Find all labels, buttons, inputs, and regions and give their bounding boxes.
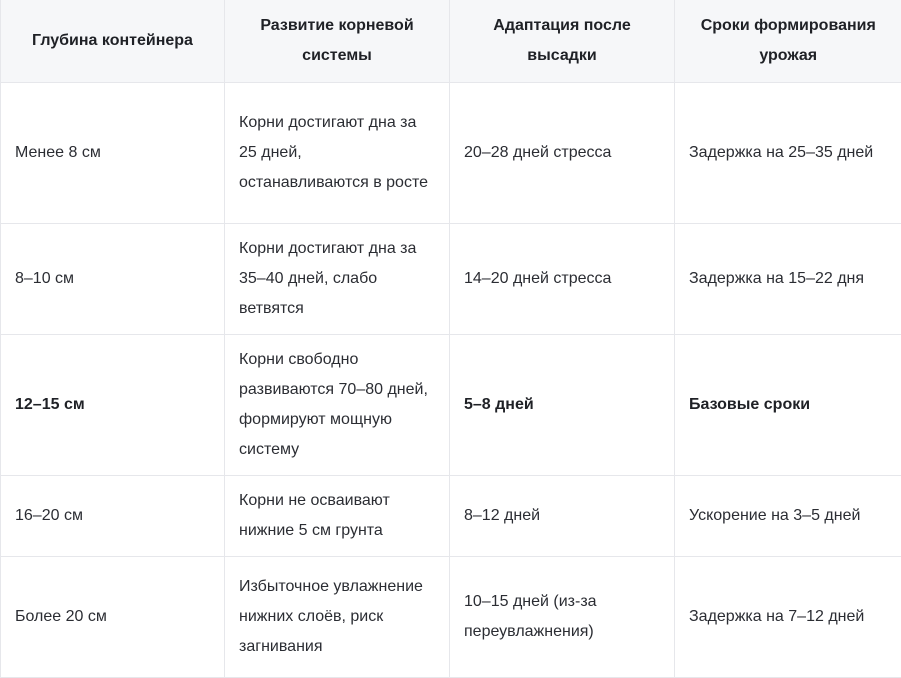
cell-adaptation: 14–20 дней стресса	[450, 224, 675, 335]
cell-roots: Корни достигают дна за 35–40 дней, слабо ветвятся	[225, 224, 450, 335]
cell-harvest: Задержка на 25–35 дней	[675, 83, 901, 224]
cell-adaptation: 5–8 дней	[450, 335, 675, 476]
cell-roots: Корни свободно развиваются 70–80 дней, формируют мощную систему	[225, 335, 450, 476]
header-harvest-timing: Сроки формирования урожая	[675, 0, 901, 83]
cell-roots: Корни не осваивают нижние 5 см грунта	[225, 476, 450, 557]
cell-harvest: Задержка на 7–12 дней	[675, 557, 901, 678]
cell-depth: 16–20 см	[1, 476, 225, 557]
cell-roots: Корни достигают дна за 25 дней, останавливаются в росте	[225, 83, 450, 224]
cell-harvest: Задержка на 15–22 дня	[675, 224, 901, 335]
table-row	[1, 83, 901, 224]
table-row-highlighted	[1, 335, 901, 476]
header-root-development: Развитие корневой системы	[225, 0, 450, 83]
cell-depth: Менее 8 см	[1, 83, 225, 224]
cell-adaptation: 10–15 дней (из-за переувлажнения)	[450, 557, 675, 678]
cell-harvest: Базовые сроки	[675, 335, 901, 476]
table-row	[1, 476, 901, 557]
table-header	[1, 0, 901, 83]
header-adaptation: Адаптация после высадки	[450, 0, 675, 83]
cell-roots: Избыточное увлажнение нижних слоёв, риск загнивания	[225, 557, 450, 678]
cell-adaptation: 8–12 дней	[450, 476, 675, 557]
cell-depth: Более 20 см	[1, 557, 225, 678]
header-container-depth: Глубина контейнера	[1, 0, 225, 83]
cell-adaptation: 20–28 дней стресса	[450, 83, 675, 224]
cell-depth: 8–10 см	[1, 224, 225, 335]
header-row	[1, 0, 901, 83]
table-body	[1, 83, 901, 678]
table-row	[1, 224, 901, 335]
cell-harvest: Ускорение на 3–5 дней	[675, 476, 901, 557]
cell-depth: 12–15 см	[1, 335, 225, 476]
table-row	[1, 557, 901, 678]
